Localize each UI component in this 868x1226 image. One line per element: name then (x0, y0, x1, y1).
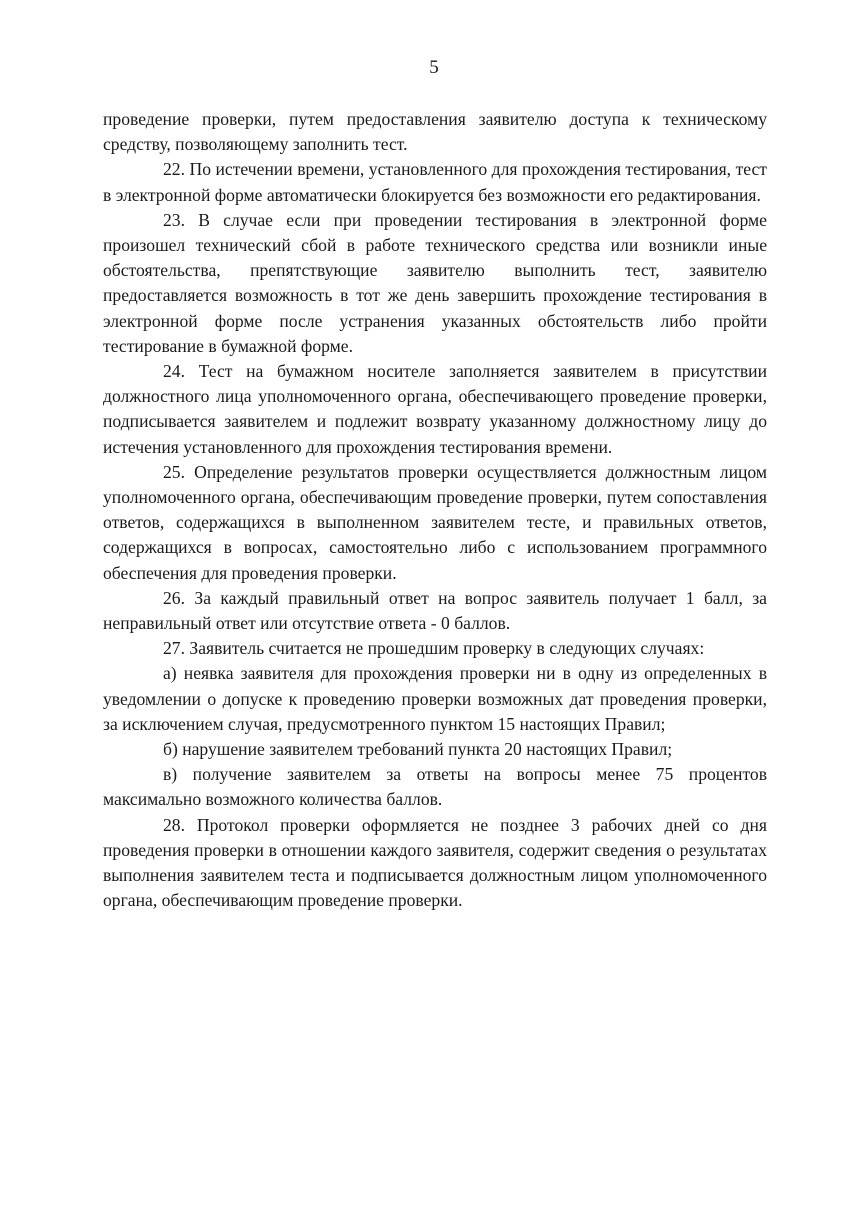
page-number: 5 (429, 57, 439, 78)
paragraph-24: 24. Тест на бумажном носителе заполняется заявителем в присутствии должностного лица уполномоченного органа, обеспечивающего проведение проверки, подписывается заявителем и подлежит возврату указанному должностному лицу до истечения установленного для прохождения тестирования времени. (103, 361, 767, 457)
paragraph-27-a: а) неявка заявителя для прохождения проверки ни в одну из определенных в уведомлении о допуске к проведению проверки возможных дат проведения проверки, за исключением случая, предусмотренного пунктом 15 настоящих Правил; (103, 663, 767, 734)
document-body (103, 107, 767, 914)
paragraph-23: 23. В случае если при проведении тестирования в электронной форме произошел технический сбой в работе технического средства или возникли иные обстоятельства, препятствующие заявителю выполнить тест, заявителю предоставляется возможность в тот же день завершить прохождение тестирования в электронной форме после устранения указанных обстоятельств либо пройти тестирование в бумажной форме. (103, 209, 767, 356)
paragraph-27-b: б) нарушение заявителем требований пункта 20 настоящих Правил; (163, 739, 673, 760)
paragraph-27: 27. Заявитель считается не прошедшим проверку в следующих случаях: (163, 638, 705, 659)
paragraph-28: 28. Протокол проверки оформляется не позднее 3 рабочих дней со дня проведения проверки в отношении каждого заявителя, содержит сведения о результатах выполнения заявителем теста и подписывается должностным лицом уполномоченного органа, обеспечивающим проведение проверки. (103, 814, 767, 911)
paragraph-25: 25. Определение результатов проверки осуществляется должностным лицом уполномоченного органа, обеспечивающим проведение проверки, путем сопоставления ответов, содержащихся в выполненном заявителем тесте, и правильных ответов, содержащихся в вопросах, самостоятельно либо с использованием программного обеспечения для проведения проверки. (103, 461, 767, 583)
paragraph-27-c: в) получение заявителем за ответы на вопросы менее 75 процентов максимально возможного количества баллов. (103, 764, 767, 810)
paragraph-26: 26. За каждый правильный ответ на вопрос заявитель получает 1 балл, за неправильный ответ или отсутствие ответа - 0 баллов. (103, 587, 767, 634)
paragraph-continuation: проведение проверки, путем предоставления заявителю доступа к техническому средству, позволяющему заполнить тест. (103, 109, 767, 155)
paragraph-22: 22. По истечении времени, установленного для прохождения тестирования, тест в электронной форме автоматически блокируется без возможности его редактирования. (103, 159, 767, 205)
